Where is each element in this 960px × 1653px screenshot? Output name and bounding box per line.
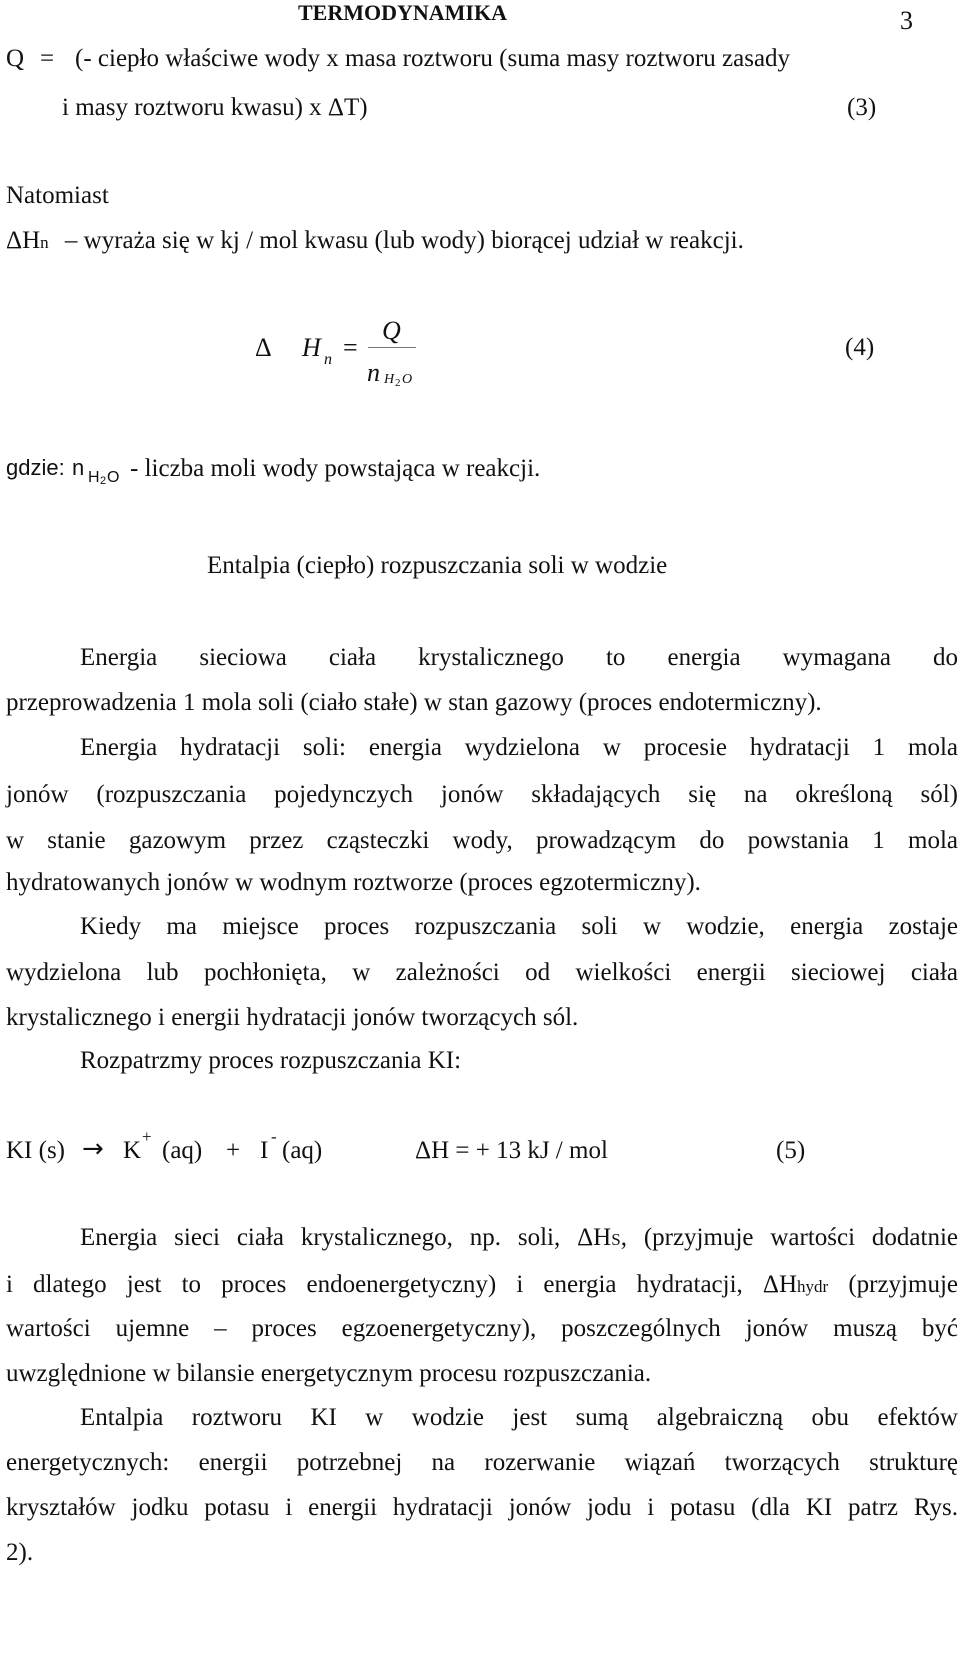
p2-line1 <box>80 735 958 760</box>
eq4-den-H: H <box>384 372 395 387</box>
dh-definition <box>6 228 744 253</box>
p5-line2 <box>6 1272 958 1297</box>
eq5-I-charge: - <box>271 1127 277 1146</box>
gdzie-text: - liczba moli wody powstająca w reakcji. <box>130 455 541 482</box>
running-header: TERMODYNAMIKA <box>298 0 507 25</box>
p3-line3: krystalicznego i energii hydratacji jonów tworzących sól. <box>6 1004 579 1031</box>
p2-line2 <box>6 782 958 807</box>
p5-line3-text: wartości ujemne – proces egzoenergetyczny), poszczególnych jonów muszą być <box>6 1315 958 1342</box>
gdzie-2: 2 <box>100 475 107 487</box>
p3-line1 <box>80 914 958 939</box>
p6-line2 <box>6 1450 958 1475</box>
p6-line1-text: Entalpia roztworu KI w wodzie jest sumą algebraiczną obu efektów <box>80 1404 958 1431</box>
gdzie-O: O <box>107 469 120 486</box>
p1-line1-text: Energia sieciowa ciała krystalicznego to energia wymagana do <box>80 644 958 671</box>
p1-line1 <box>80 645 958 670</box>
eq3-lhs: Q <box>6 45 25 72</box>
eq5-aq1: (aq) <box>162 1137 203 1164</box>
eq4-den-O: O <box>402 372 413 387</box>
p2-line1-text: Energia hydratacji soli: energia wydzielona w procesie hydratacji 1 mola <box>80 734 958 761</box>
p5-line2-a: i dlatego jest to proces endoenergetyczny) i energia hydratacji, ΔHhydr (przyjmuje <box>6 1271 958 1298</box>
p5-line3 <box>6 1316 958 1341</box>
p6-line2-text: energetycznych: energii potrzebnej na rozerwanie wiązań tworzących strukturę <box>6 1449 958 1476</box>
p5-line4: uwzględnione w bilansie energetycznym procesu rozpuszczania. <box>6 1360 652 1387</box>
p3-line2 <box>6 960 958 985</box>
eq5-number: (5) <box>776 1137 806 1164</box>
eq4-equals: = <box>343 333 358 362</box>
section-heading: Entalpia (ciepło) rozpuszczania soli w wodzie <box>207 552 668 579</box>
gdzie-label: gdzie: <box>6 455 65 480</box>
dh-definition-text: – wyraża się w kj / mol kwasu (lub wody) biorącej udział w reakcji. <box>64 227 744 254</box>
p1-line2: przeprowadzenia 1 mola soli (ciało stałe) w stan gazowy (proces endotermiczny). <box>6 689 822 716</box>
eq4-den-n: n <box>367 358 380 387</box>
p5-line2-subscript: hydr <box>797 1277 829 1296</box>
eq4-n-subscript: n <box>324 351 332 368</box>
eq3-number: (3) <box>847 94 877 121</box>
reaction-arrow-icon: → <box>82 1134 104 1164</box>
p6-line4: 2). <box>6 1539 34 1566</box>
eq4-number: (4) <box>845 334 875 361</box>
gdzie-H: H <box>88 469 100 486</box>
p6-line3 <box>6 1495 958 1520</box>
eq4-den-2: 2 <box>395 377 401 389</box>
eq5-I: I <box>260 1137 269 1164</box>
eq4-numerator: Q <box>382 316 401 345</box>
eq5-lhs: KI (s) <box>6 1137 66 1164</box>
p3-line2-text: wydzielona lub pochłonięta, w zależności od wielkości energii sieciowej ciała <box>6 959 958 986</box>
eq3-equals: = <box>40 45 55 72</box>
p6-line3-text: kryształów jodku potasu i energii hydratacji jonów jodu i potasu (dla KI patrz Rys. <box>6 1494 958 1521</box>
dh-symbol: ΔH <box>6 227 41 254</box>
p4-text: Rozpatrzmy proces rozpuszczania KI: <box>80 1047 462 1074</box>
eq4-H: H <box>302 333 321 362</box>
eq5-plus: + <box>226 1137 241 1164</box>
p3-line1-text: Kiedy ma miejsce proces rozpuszczania soli w wodzie, energia zostaje <box>80 913 958 940</box>
eq5-K-charge: + <box>142 1127 152 1146</box>
eq5-aq2: (aq) <box>282 1137 323 1164</box>
eq5-enthalpy: ΔH = + 13 kJ / mol <box>415 1137 608 1164</box>
gdzie-n: n <box>72 455 85 480</box>
p5-line1-subscript: S <box>611 1230 621 1249</box>
p2-line4: hydratowanych jonów w wodnym roztworze (proces egzotermiczny). <box>6 869 701 896</box>
p5-line1-a: Energia sieci ciała krystalicznego, np. soli, ΔHS, (przyjmuje wartości dodatnie <box>80 1224 958 1251</box>
eq5-K: K <box>123 1137 142 1164</box>
eq3-line2: i masy roztworu kwasu) x ΔT) <box>62 94 368 121</box>
eq4-delta: Δ <box>255 333 272 362</box>
p2-line3-text: w stanie gazowym przez cząsteczki wody, prowadzącym do powstania 1 mola <box>6 827 958 854</box>
natomiast-text: Natomiast <box>6 182 109 209</box>
p6-line1 <box>80 1405 958 1430</box>
eq4-fraction-bar <box>368 347 416 348</box>
p2-line3 <box>6 828 958 853</box>
page-number: 3 <box>900 6 913 35</box>
eq3-line1: (- ciepło właściwe wody x masa roztworu (suma masy roztworu zasady <box>75 45 791 72</box>
dh-subscript: n <box>40 233 49 252</box>
p5-line1 <box>80 1225 958 1250</box>
p2-line2-text: jonów (rozpuszczania pojedynczych jonów składających się na określoną sól) <box>6 781 958 808</box>
